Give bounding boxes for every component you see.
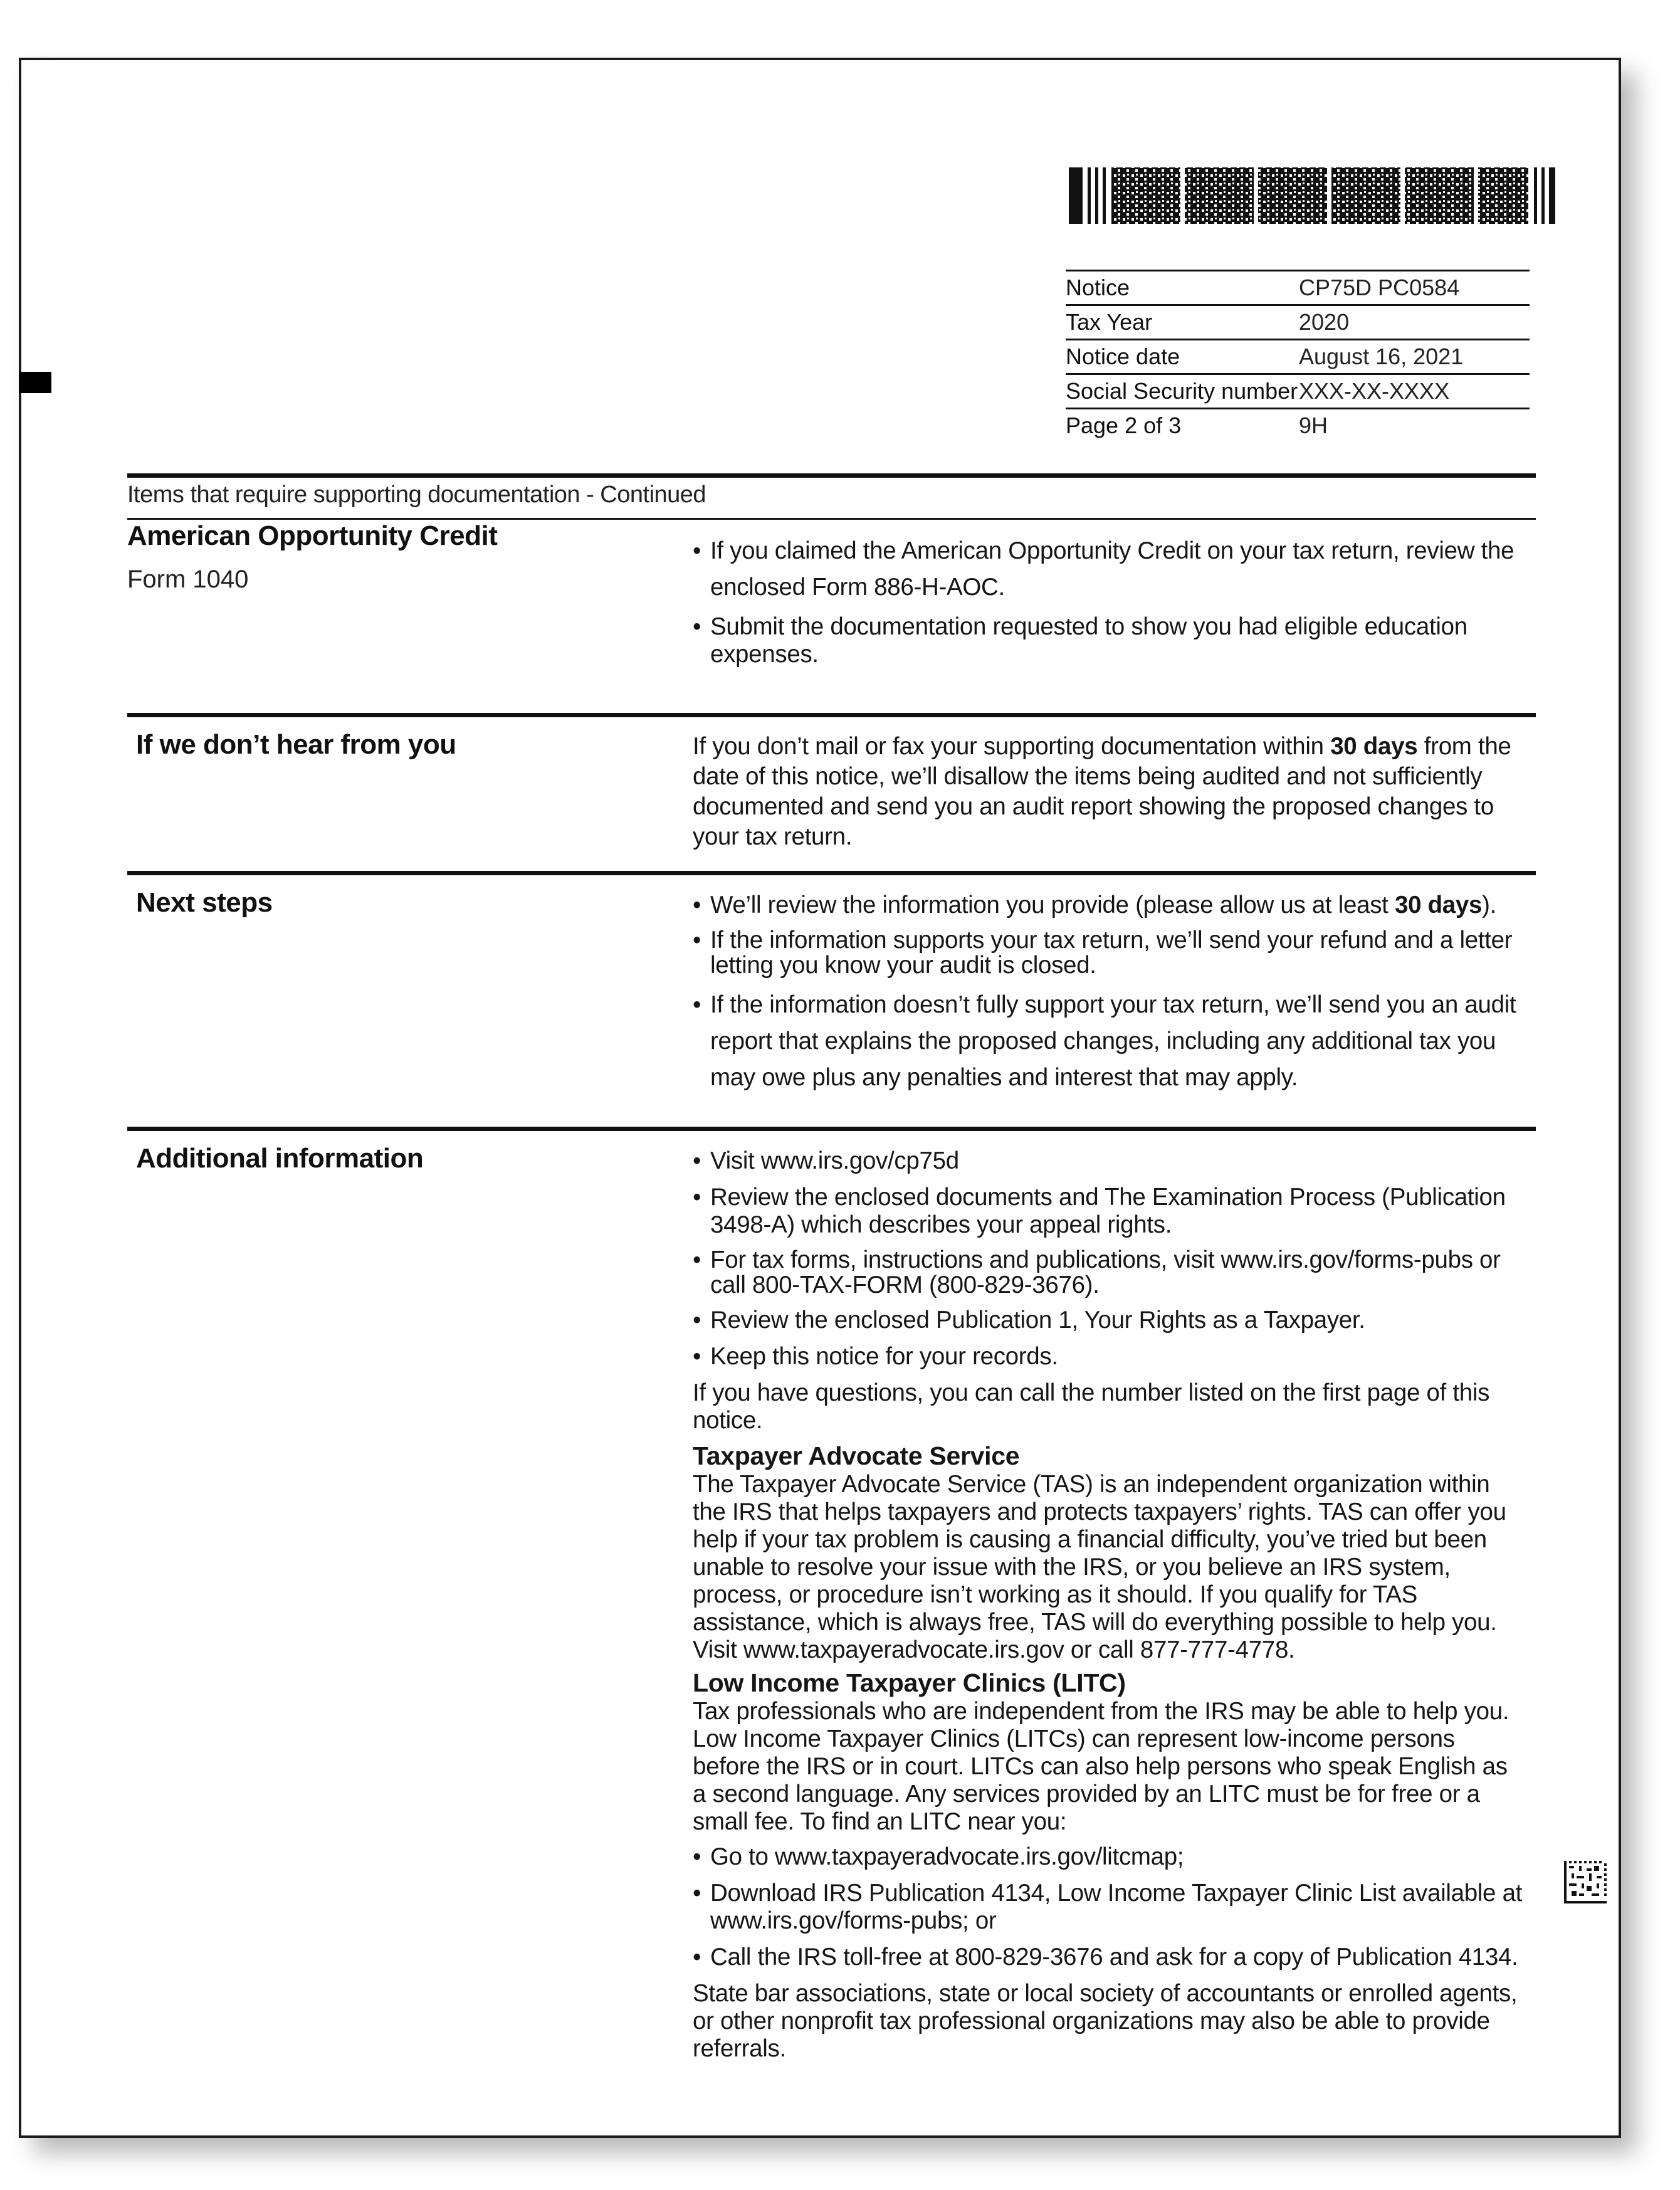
notice-row — [1066, 270, 1530, 304]
additional-body — [693, 1147, 1526, 2063]
next-steps-bullet — [693, 892, 1526, 919]
no-response-body — [693, 732, 1526, 852]
additional-heading: Additional information — [136, 1143, 424, 1174]
section-divider — [127, 871, 1536, 875]
page-label: Page 2 of 3 — [1066, 413, 1182, 438]
aoc-heading: American Opportunity Credit — [127, 520, 498, 551]
litc-text: Tax professionals who are independent from the IRS may be able to help you. Low Income Taxpayer Clinics (LITCs) can represent low-income persons before the IRS or in court. LITCs can also help persons who speak English as a second language. Any services provided by an LITC must be for free or a small fee. To find an LITC near you: — [693, 1698, 1509, 1835]
section-divider-thin — [127, 518, 1536, 520]
aoc-bullet: • If you claimed the American Opportunity Credit on your tax return, review the enclosed Form 886-H-AOC. — [693, 533, 1526, 606]
additional-bullet: • Visit www.irs.gov/cp75d — [693, 1147, 1526, 1175]
bold-run: 30 days — [1330, 733, 1418, 760]
datamatrix-code — [1564, 1861, 1607, 1903]
additional-bullet: • Review the enclosed Publication 1, Your Rights as a Taxpayer. — [693, 1307, 1526, 1334]
aoc-body — [693, 533, 1526, 668]
ssn-row — [1066, 373, 1530, 409]
litc-bullet: • Download IRS Publication 4134, Low Income Taxpayer Clinic List available at www.irs.gov/forms-pubs; or — [693, 1880, 1526, 1935]
notice-info-table — [1066, 270, 1530, 442]
notice-value: CP75D PC0584 — [1299, 275, 1460, 300]
section-divider — [127, 713, 1536, 717]
registration-mark — [19, 372, 51, 393]
notice-date-row — [1066, 339, 1530, 373]
next-steps-bullet: • If the information doesn’t fully support your tax return, we’ll send you an audit report that explains the proposed changes, including any additional tax you may owe plus any penalties and interest that may apply. — [693, 987, 1526, 1096]
additional-bullet: • Review the enclosed documents and The Examination Process (Publication 3498-A) which describes your appeal rights. — [693, 1184, 1526, 1239]
continued-header: Items that require supporting documentation - Continued — [127, 482, 706, 508]
litc-bullet: • Call the IRS toll-free at 800-829-3676 and ask for a copy of Publication 4134. — [693, 1944, 1526, 1971]
additional-bullet: • For tax forms, instructions and publications, visit www.irs.gov/forms-pubs or call 800-TAX-FORM (800-829-3676). — [693, 1248, 1526, 1298]
next-steps-bullet: • If the information supports your tax return, we’ll send your refund and a letter letting you know your audit is closed. — [693, 928, 1526, 978]
section-divider — [127, 1127, 1536, 1131]
page-row — [1066, 409, 1530, 442]
barcode — [1069, 164, 1558, 227]
ssn-value: XXX-XX-XXXX — [1299, 378, 1450, 404]
no-response-text — [693, 732, 1526, 852]
tas-heading: Taxpayer Advocate Service — [693, 1441, 1020, 1470]
text-run: If you don’t mail or fax your supporting documentation within — [693, 733, 1331, 760]
text-run: We’ll review the information you provide (please allow us at least — [710, 892, 1395, 919]
text-run: ). — [1482, 892, 1497, 919]
section-divider — [127, 473, 1536, 478]
additional-bullet: • Keep this notice for your records. — [693, 1343, 1526, 1371]
tas-text: The Taxpayer Advocate Service (TAS) is an independent organization within the IRS that helps taxpayers and protects taxpayers’ rights. TAS can offer you help if your tax problem is causing a financial difficulty, you’ve tried but been unable to resolve your issue with the IRS, or you believe an IRS system, process, or procedure isn’t working as it should. If you qualify for TAS assistance, which is always free, TAS will do everything possible to help you. Visit www.taxpayeradvocate.irs.gov or call 877-777-4778. — [693, 1471, 1506, 1663]
tax-year-value: 2020 — [1299, 309, 1350, 335]
next-steps-heading: Next steps — [136, 887, 273, 918]
litc-bullet: • Go to www.taxpayeradvocate.irs.gov/litcmap; — [693, 1843, 1526, 1871]
no-response-heading: If we don’t hear from you — [136, 729, 456, 760]
notice-date-value: August 16, 2021 — [1299, 344, 1464, 369]
ssn-label: Social Security number — [1066, 378, 1298, 404]
page-value: 9H — [1299, 413, 1328, 438]
questions-text: If you have questions, you can call the number listed on the first page of this notice. — [693, 1379, 1490, 1434]
tax-year-row — [1066, 304, 1530, 339]
notice-date-label: Notice date — [1066, 344, 1180, 369]
aoc-form: Form 1040 — [127, 566, 249, 593]
notice-label: Notice — [1066, 275, 1130, 300]
litc-heading: Low Income Taxpayer Clinics (LITC) — [693, 1668, 1126, 1697]
next-steps-body — [693, 892, 1526, 1096]
bold-run: 30 days — [1394, 892, 1483, 919]
aoc-bullet: • Submit the documentation requested to show you had eligible education expenses. — [693, 613, 1526, 668]
closing-text: State bar associations, state or local society of accountants or enrolled agents, or other nonprofit tax professional organizations may also be able to provide referrals. — [693, 1980, 1518, 2062]
tax-year-label: Tax Year — [1066, 309, 1153, 335]
text-run: from the date of this notice, we’ll disallow the items being audited and not sufficiently documented and send you an audit report showing the proposed changes to your tax return. — [693, 733, 1511, 850]
